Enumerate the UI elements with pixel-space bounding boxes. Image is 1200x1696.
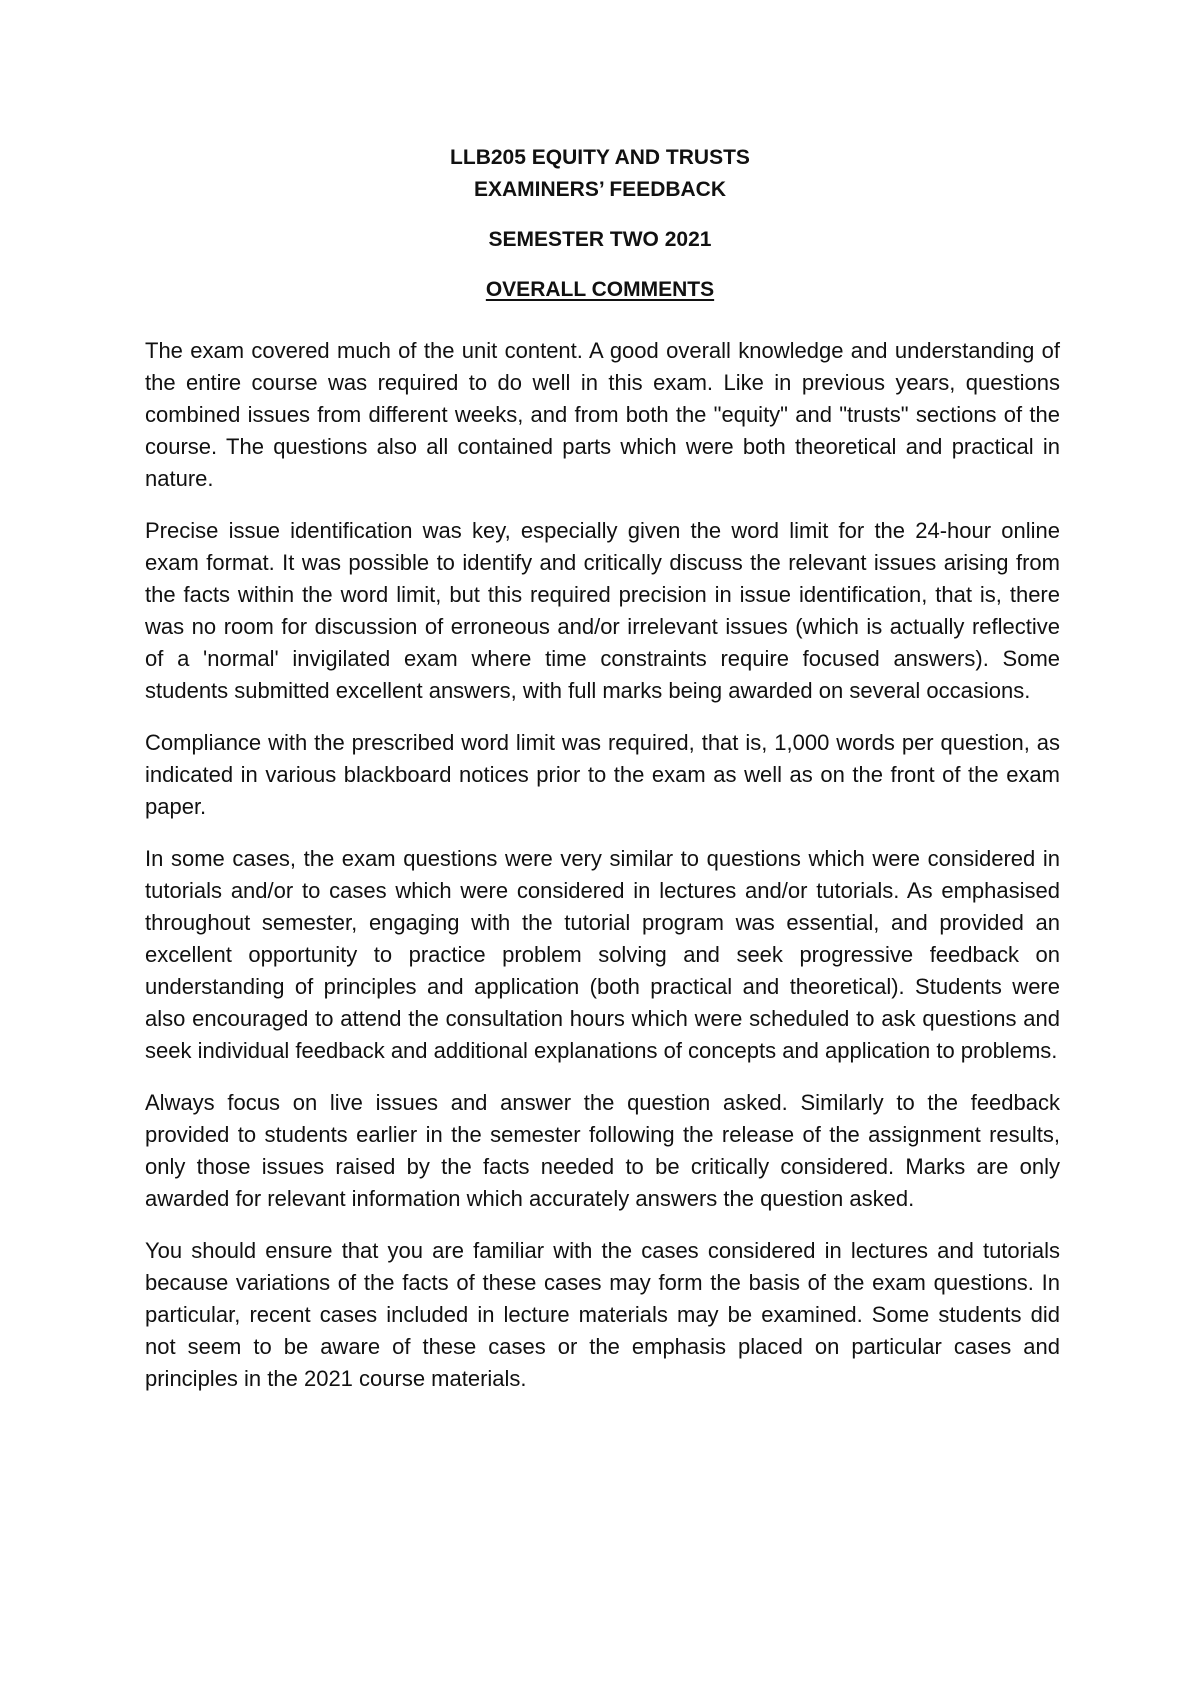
paragraph-live-issues: Always focus on live issues and answer the question asked. Similarly to the feedback provided to students earlier in the semester following the release of the assignment results, only those issues raised by the facts needed to be critically considered. Marks are only awarded for relevant information which accurately answers the question asked. [145, 1090, 1060, 1211]
paragraph-cases: You should ensure that you are familiar with the cases considered in lectures and tutorials because variations of the facts of these cases may form the basis of the exam questions. In particular, recent cases included in lecture materials may be examined. Some students did not seem to be aware of these cases or the emphasis placed on particular cases and principles in the 2021 course materials. [145, 1238, 1060, 1391]
paragraph-tutorials: In some cases, the exam questions were very similar to questions which were considered in tutorials and/or to cases which were considered in lectures and/or tutorials. As emphasised throughout semester, engaging with the tutorial program was essential, and provided an excellent opportunity to practice problem solving and seek progressive feedback on understanding of principles and application (both practical and theoretical). Students were also encouraged to attend the consultation hours which were scheduled to ask questions and seek individual feedback and additional explanations of concepts and application to problems. [145, 846, 1060, 1063]
document-subtitle: EXAMINERS’ FEEDBACK [473, 178, 727, 201]
section-heading: OVERALL COMMENTS [485, 278, 715, 301]
paragraph-word-limit: Compliance with the prescribed word limit was required, that is, 1,000 words per question, as indicated in various blackboard notices prior to the exam as well as on the front of the exam paper. [145, 730, 1060, 819]
document-header [0, 142, 1200, 306]
course-title: LLB205 EQUITY AND TRUSTS [450, 146, 750, 169]
document-body [145, 335, 1060, 1415]
paragraph-exam-coverage: The exam covered much of the unit content. A good overall knowledge and understanding of the entire course was required to do well in this exam. Like in previous years, questions combined issues from different weeks, and from both the "equity" and "trusts" sections of the course. The questions also all contained parts which were both theoretical and practical in nature. [145, 338, 1060, 491]
semester-label: SEMESTER TWO 2021 [488, 228, 712, 251]
paragraph-issue-identification: Precise issue identification was key, especially given the word limit for the 24-hour online exam format. It was possible to identify and critically discuss the relevant issues arising from the facts within the word limit, but this required precision in issue identification, that is, there was no room for discussion of erroneous and/or irrelevant issues (which is actually reflective of a 'normal' invigilated exam where time constraints require focused answers). Some students submitted excellent answers, with full marks being awarded on several occasions. [145, 518, 1060, 703]
